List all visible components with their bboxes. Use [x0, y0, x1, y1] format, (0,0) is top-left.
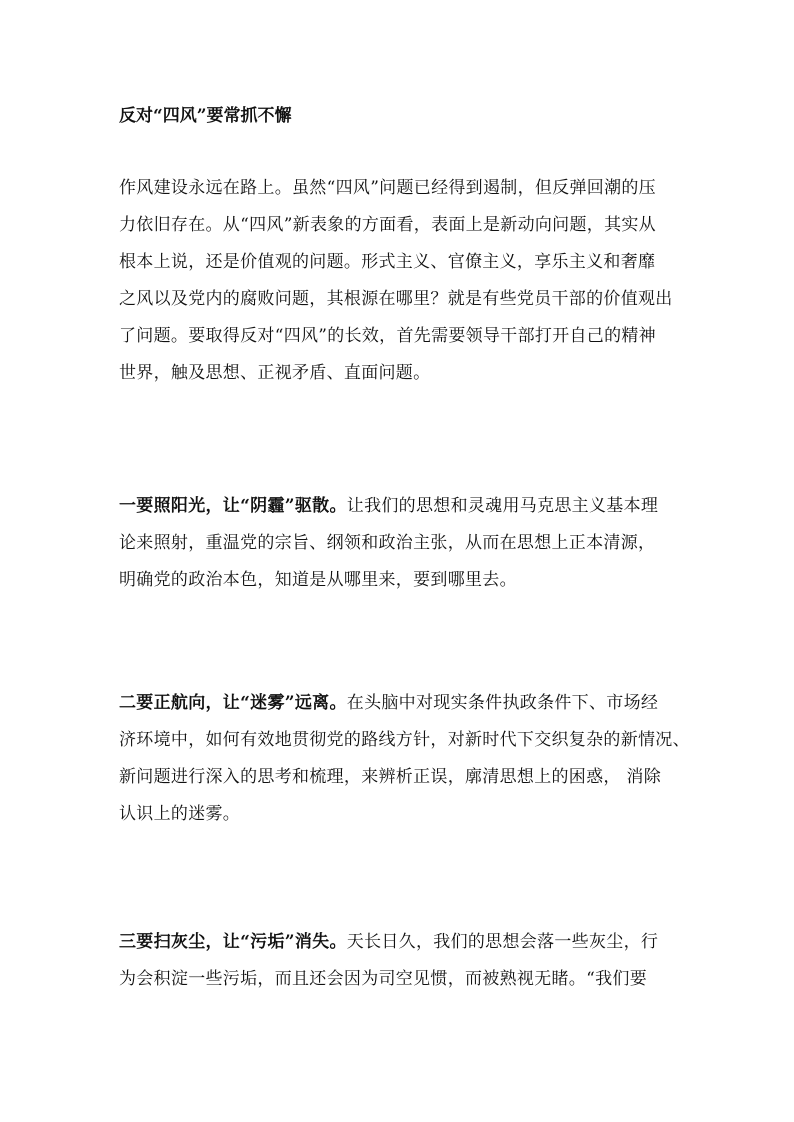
- point-text: 让我们的思想和灵魂用马克思主义基本理: [346, 496, 659, 516]
- paragraph-point-one: [119, 488, 699, 599]
- paragraph-line: 明确党的政治本色，知道是从哪里来，要到哪里去。: [119, 570, 517, 590]
- point-text: 在头脑中对现实条件执政条件下、市场经: [346, 693, 659, 713]
- paragraph-line: 根本上说，还是价值观的问题。形式主义、官僚主义，享乐主义和奢靡: [119, 252, 656, 272]
- paragraph-line: 新问题进行深入的思考和梳理，来辨析正误，廓清思想上的困惑， 消除: [119, 767, 662, 787]
- paragraph-line: 为会积淀一些污垢，而且还会因为司空见惯，而被熟视无睹。“我们要: [119, 969, 647, 989]
- paragraph-line: 世界，触及思想、正视矛盾、直面问题。: [119, 363, 431, 383]
- point-heading: 二要正航向，让“迷雾”远离。: [119, 693, 347, 713]
- paragraph-line: [119, 685, 699, 722]
- paragraph-line: 济环境中，如何有效地贯彻党的路线方针，对新时代下交织复杂的新情况、: [119, 730, 690, 750]
- paragraph-line: 作风建设永远在路上。虽然“四风”问题已经得到遏制，但反弹回潮的压: [119, 178, 656, 198]
- paragraph-point-two: [119, 685, 699, 833]
- point-heading: 一要照阳光，让“阴霾”驱散。: [119, 496, 347, 516]
- paragraph-line: 之风以及党内的腐败问题，其根源在哪里？就是有些党员干部的价值观出: [119, 289, 673, 309]
- paragraph-line: 论来照射，重温党的宗旨、纲领和政治主张，从而在思想上正本清源，: [119, 533, 656, 553]
- point-heading: 三要扫灰尘，让“污垢”消失。: [119, 932, 347, 952]
- paragraph-point-three: [119, 924, 699, 998]
- paragraph-intro: [119, 170, 699, 392]
- document-title: 反对“四风”要常抓不懈: [119, 106, 292, 126]
- paragraph-line: 认识上的迷雾。: [119, 804, 241, 824]
- paragraph-line: [119, 488, 699, 525]
- paragraph-line: [119, 924, 699, 961]
- paragraph-line: 了问题。要取得反对“四风”的长效，首先需要领导干部打开自己的精神: [119, 326, 656, 346]
- paragraph-line: 力依旧存在。从“四风”新表象的方面看，表面上是新动向问题，其实从: [119, 215, 656, 235]
- point-text: 天长日久，我们的思想会落一些灰尘，行: [346, 932, 659, 952]
